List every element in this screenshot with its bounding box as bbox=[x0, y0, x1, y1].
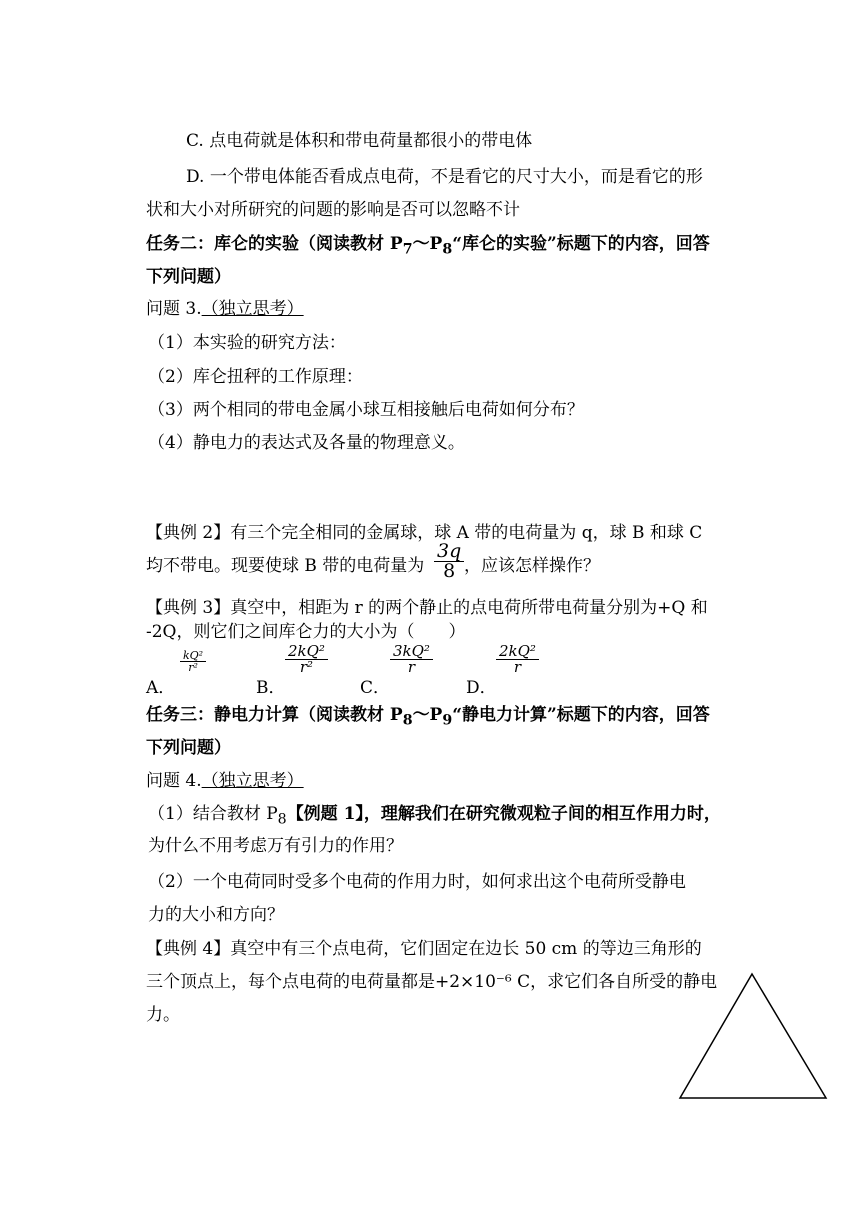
option-c-letter: C． bbox=[360, 678, 391, 698]
question3-label: 问题 3.（独立思考） bbox=[146, 299, 304, 319]
q4-item-1-line2: 为什么不用考虑万有引力的作用？ bbox=[148, 836, 403, 856]
option-d-line1: D. 一个带电体能否看成点电荷，不是看它的尺寸大小，而是看它的形 bbox=[186, 167, 703, 187]
task3-heading: 任务三：静电力计算（阅读教材 $P_8\sim P_9“$静电力计算”标题下的内容，回答 bbox=[146, 705, 710, 729]
example3-line2: -2Q，则它们之间库仑力的大小为（ ） bbox=[146, 622, 466, 642]
question4-label: 问题 4.（独立思考） bbox=[146, 771, 304, 791]
q3-item-3: （3）两个相同的带电金属小球互相接触后电荷如何分布？ bbox=[148, 400, 584, 420]
fraction-3q-over-8: $\frac{3q}{8}$ bbox=[434, 542, 464, 581]
q4-item-2-line2: 力的大小和方向？ bbox=[148, 905, 284, 925]
option-a-letter: A． bbox=[146, 678, 176, 698]
q3-item-4: （4）静电力的表达式及各量的物理意义。 bbox=[148, 433, 465, 453]
example4-line2: 三个顶点上，每个点电荷的电荷量都是+2×10⁻⁶ C，求它们各自所受的静电 bbox=[146, 972, 718, 992]
option-d-letter: D． bbox=[466, 678, 497, 698]
example4-line1: 【典例 4】真空中有三个点电荷，它们固定在边长 50 cm 的等边三角形的 bbox=[146, 939, 702, 959]
task2-heading-line2: 下列问题） bbox=[146, 267, 231, 287]
example3-line1: 【典例 3】真空中，相距为 r 的两个静止的点电荷所带电荷量分别为+Q 和 bbox=[146, 598, 708, 618]
q3-item-2: （2）库仑扭秤的工作原理： bbox=[148, 367, 363, 387]
example2-line1: 【典例 2】有三个完全相同的金属球，球 A 带的电荷量为 q，球 B 和球 C bbox=[146, 523, 703, 543]
q4-item-2: （2）一个电荷同时受多个电荷的作用力时，如何求出这个电荷所受静电 bbox=[148, 872, 686, 892]
task3-heading-line2: 下列问题） bbox=[146, 738, 231, 758]
q3-item-1: （1）本实验的研究方法： bbox=[148, 333, 346, 353]
option-a-fraction: $\frac{\text{kQ²}}{\text{r²}}$ bbox=[180, 650, 206, 673]
option-d-fraction: $\frac{\text{2kQ²}}{r}$ bbox=[496, 644, 539, 675]
option-c: C. 点电荷就是体积和带电荷量都很小的带电体 bbox=[186, 131, 533, 151]
option-c-fraction: $\frac{\text{3kQ²}}{r}$ bbox=[390, 644, 433, 675]
triangle-shape bbox=[680, 974, 826, 1098]
equilateral-triangle-figure bbox=[676, 970, 830, 1102]
q4-item-1: （1）结合教材 $P_8$【例题 1】，理解我们在研究微观粒子间的相互作用力时， bbox=[148, 804, 721, 828]
task2-heading: 任务二：库仑的实验（阅读教材 $P_7\sim P_8“$库仑的实验”标题下的内容，回答 bbox=[146, 234, 710, 258]
option-b-fraction: $\frac{\text{2kQ²}}{\text{r²}}$ bbox=[285, 644, 328, 675]
option-d-line2: 状和大小对所研究的问题的影响是否可以忽略不计 bbox=[146, 200, 520, 220]
option-b-letter: B． bbox=[256, 678, 286, 698]
example2-line2-end: ，应该怎样操作？ bbox=[464, 556, 600, 576]
example2-line2: 均不带电。现要使球 B 带的电荷量为 bbox=[146, 556, 425, 576]
example4-line3: 力。 bbox=[146, 1005, 180, 1025]
